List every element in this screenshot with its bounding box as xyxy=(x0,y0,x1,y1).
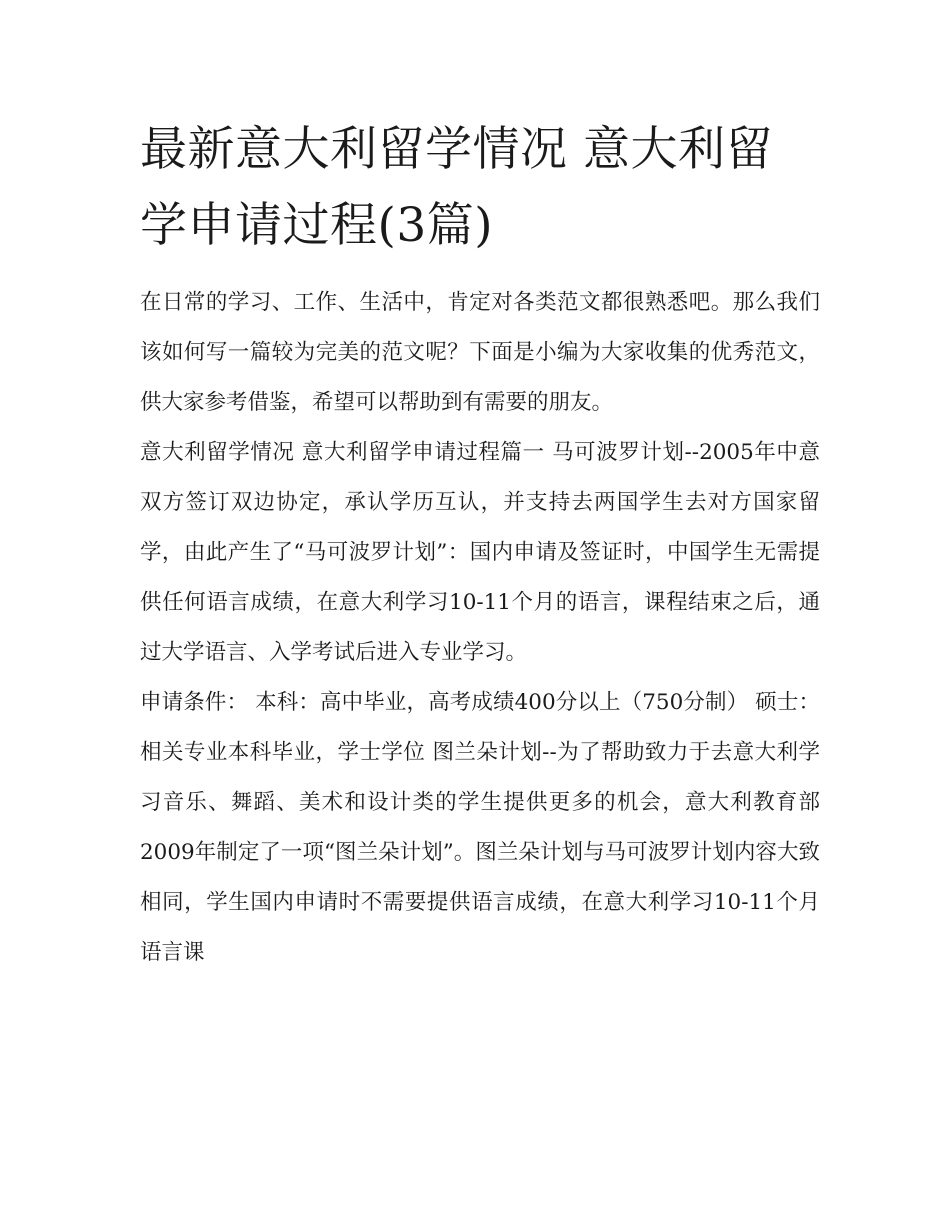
document-title: 最新意大利留学情况 意大利留学申请过程(3篇) xyxy=(140,122,773,253)
paragraph-requirements: 申请条件： 本科：高中毕业，高考成绩400分以上（750分制） 硕士：相关专业本科毕业，学士学位 图兰朵计划--为了帮助致力于去意大利学习音乐、舞蹈、美术和设计类的学生提供更多的机会，意大利教育部2009年制定了一项“图兰朵计划”。图兰朵计划与马可波罗计划内容大致相同，学生国内申请时不需要提供语言成绩，在意大利学习10-11个月语言课 xyxy=(140,690,820,965)
paragraph-intro: 在日常的学习、工作、生活中，肯定对各类范文都很熟悉吧。那么我们该如何写一篇较为完美的范文呢？下面是小编为大家收集的优秀范文，供大家参考借鉴，希望可以帮助到有需要的朋友。 xyxy=(140,290,820,415)
document-page xyxy=(140,112,820,978)
paragraph-marco-polo: 意大利留学情况 意大利留学申请过程篇一 马可波罗计划--2005年中意双方签订双边协定，承认学历互认，并支持去两国学生去对方国家留学，由此产生了“马可波罗计划”：国内申请及签证时，中国学生无需提供任何语言成绩，在意大利学习10-11个月的语言，课程结束之后，通过大学语言、入学考试后进入专业学习。 xyxy=(140,440,820,665)
